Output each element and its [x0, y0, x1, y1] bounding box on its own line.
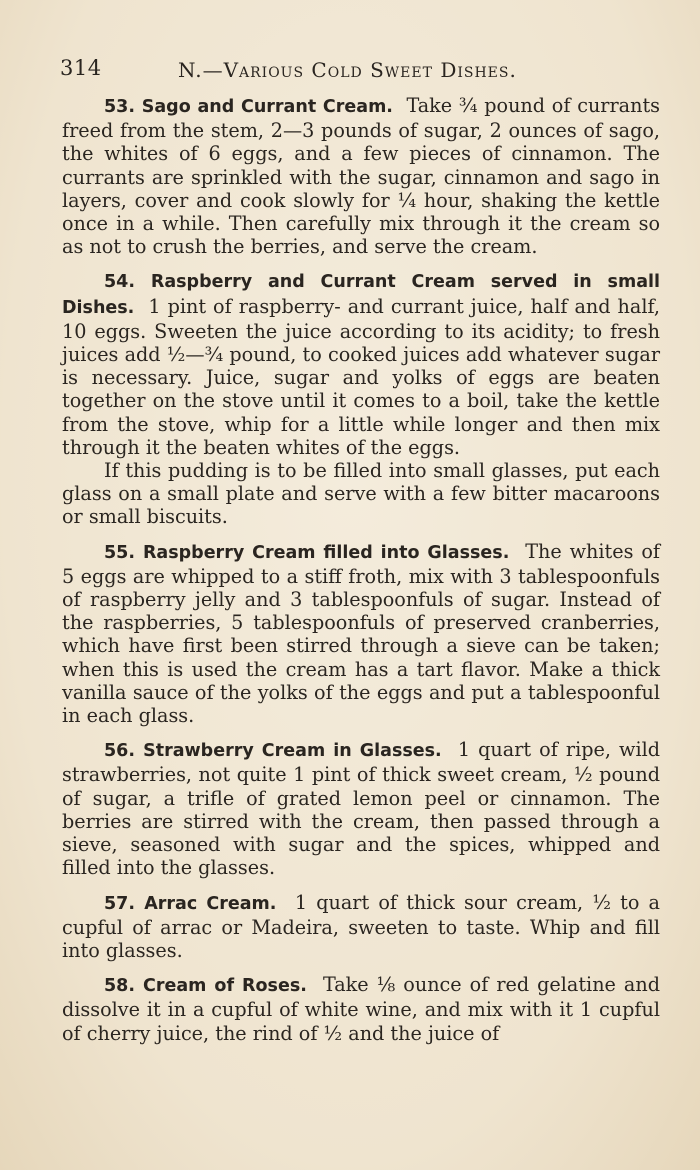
- page-number: 314: [60, 56, 102, 80]
- recipe-text: Take ¾ pound of currants freed from the stem, 2—3 pounds of sugar, 2 ounces of sago, the whites of 6 eggs, and a few pieces of cinnamon. The currants are sprinkled with the sugar, cinnamon and sago in layers, cover and cook slowly for ¼ hour, shaking the kettle once in a while. Then carefully mix through it the cream so as not to crush the berries, and serve the cream.: [62, 94, 661, 259]
- recipe-text: If this pudding is to be filled into small glasses, put each glass on a small plate and serve with a few bitter macaroons or small biscuits.: [62, 459, 660, 529]
- recipe-title: Raspberry Cream filled into Glasses.: [142, 542, 510, 563]
- recipe-text: 1 quart of thick sour cream, ½ to a cupful of arrac or Madeira, sweeten to taste. Whip and fill into glasses.: [62, 890, 660, 962]
- recipe-number: 54.: [104, 272, 136, 293]
- recipe-paragraph: [62, 94, 660, 258]
- recipe-number: 56.: [104, 741, 136, 762]
- recipe-title: Strawberry Cream in Glasses.: [143, 741, 442, 762]
- recipe-53: [62, 94, 660, 258]
- recipe-paragraph: [62, 540, 660, 728]
- recipe-title: Raspberry and Currant Cream served in small Dishes.: [62, 272, 660, 318]
- recipe-55: [62, 540, 660, 728]
- recipe-number: 58.: [104, 976, 136, 997]
- recipe-title: Cream of Roses.: [143, 976, 307, 997]
- recipe-number: 55.: [104, 542, 136, 563]
- recipe-title: Arrac Cream.: [144, 893, 277, 914]
- recipe-54: [62, 269, 660, 528]
- running-head: N.—Various Cold Sweet Dishes.: [178, 58, 517, 82]
- recipe-text: 1 pint of raspberry- and currant juice, half and half, 10 eggs. Sweeten the juice according to its acidity; to fresh juices add ½—¾ pound, to cooked juices add whatever sugar is necessary. Juice, sugar and yolks of eggs are beaten together on the stove until it comes to a boil, take the kettle from the stove, whip for a little while longer and then mix through it the beaten whites of the eggs.: [62, 294, 661, 459]
- recipe-number: 57.: [104, 893, 136, 914]
- page-header: [60, 56, 620, 86]
- recipe-paragraph: [62, 459, 660, 529]
- recipe-56: [62, 738, 660, 879]
- recipe-number: 53.: [104, 97, 136, 117]
- recipe-text: The whites of 5 eggs are whipped to a stiff froth, mix with 3 tablespoonfuls of raspberry jelly and 3 tablespoonfuls of sugar. Instead of the raspberries, 5 tablespoonfuls of preserved cranberries, which have first been stirred through a sieve can be taken; when this is used the cream has a tart flavor. Make a thick vanilla sauce of the yolks of the eggs and put a tablespoonful in each glass.: [62, 539, 661, 728]
- recipe-paragraph: [62, 269, 660, 459]
- recipe-58: [62, 973, 660, 1045]
- recipe-paragraph: [62, 891, 660, 963]
- recipe-paragraph: [62, 973, 660, 1045]
- page-body: [62, 94, 660, 1056]
- recipe-title: Sago and Currant Cream.: [141, 97, 393, 117]
- recipe-paragraph: [62, 738, 660, 879]
- recipe-text: Take ⅛ ounce of red gelatine and dissolve it in a cupful of white wine, and mix with it 1 cupful of cherry juice, the rind of ½ and the juice of: [62, 973, 660, 1045]
- recipe-text: 1 quart of ripe, wild strawberries, not quite 1 pint of thick sweet cream, ½ pound of sugar, a trifle of grated lemon peel or cinnamon. The berries are stirred with the cream, then passed through a sieve, seasoned with sugar and the spices, whipped and filled into the glasses.: [62, 738, 661, 880]
- recipe-57: [62, 891, 660, 963]
